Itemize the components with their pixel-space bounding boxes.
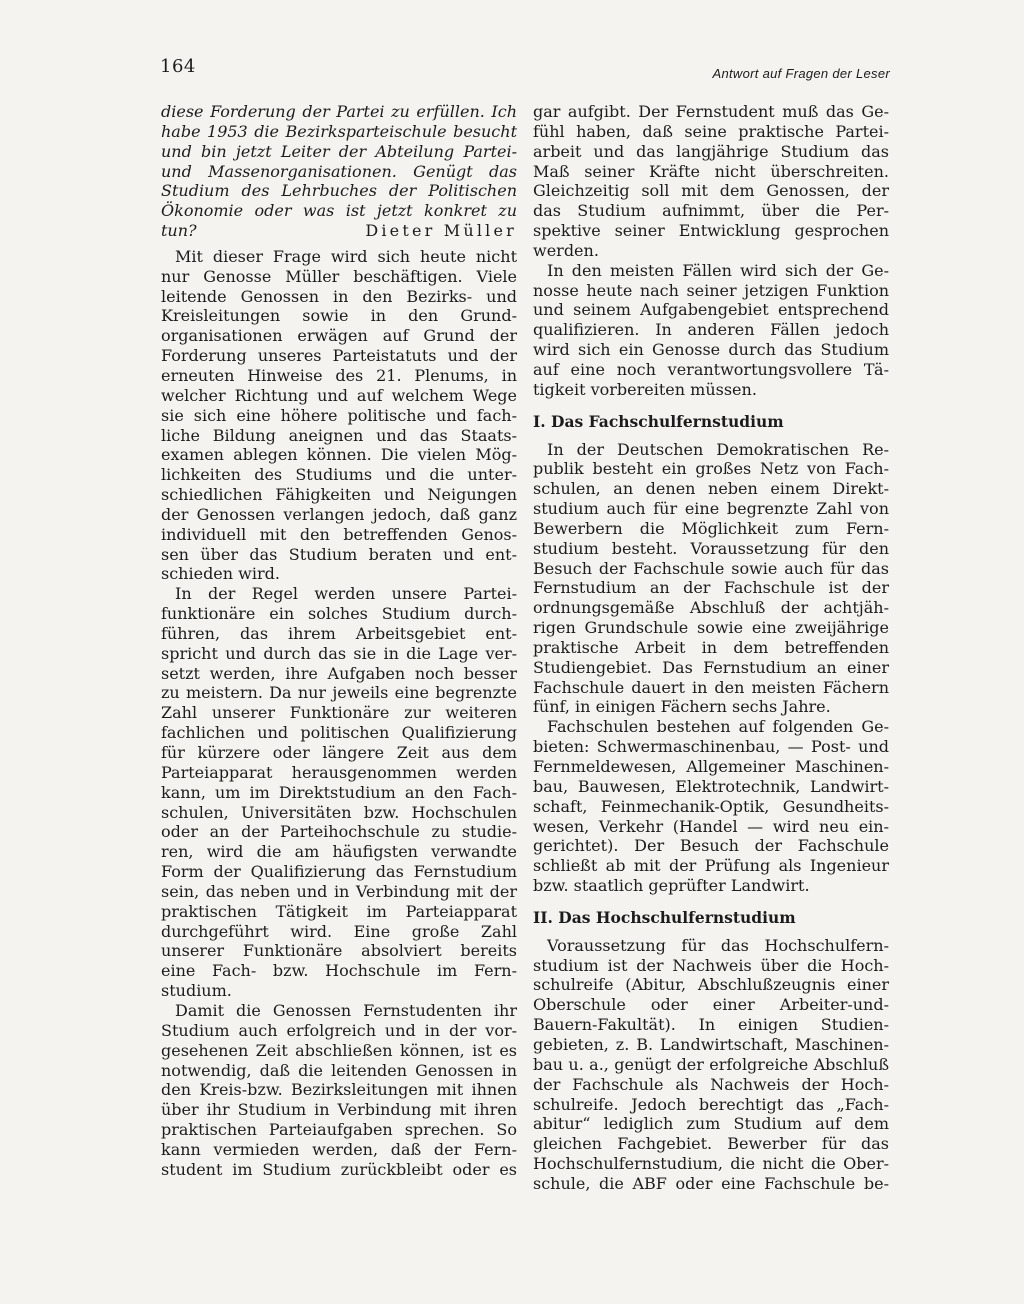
text-line: Maß seiner Kräfte nicht überschreiten. xyxy=(533,161,889,181)
text-line: funktionäre ein solches Studium durch- xyxy=(161,604,517,624)
text-line: liche Bildung aneignen und das Staats- xyxy=(161,425,517,445)
text-line: Fernstudium an der Fachschule ist der xyxy=(533,578,889,598)
text-line: abitur“ lediglich zum Studium auf dem xyxy=(533,1114,889,1134)
text-line: über ihr Studium in Verbindung mit ihren xyxy=(161,1100,517,1120)
text-line: ren, wird die am häufigsten verwandte xyxy=(161,842,517,862)
text-line: setzt werden, ihre Aufgaben noch besser xyxy=(161,663,517,683)
answer-paragraph xyxy=(533,936,889,1194)
text-line: führen, das ihrem Arbeitsgebiet ent- xyxy=(161,623,517,643)
text-line: individuell mit den betreffenden Genos- xyxy=(161,524,517,544)
text-line: Fachschule dauert in den meisten Fächern xyxy=(533,677,889,697)
text-line: Studium auch erfolgreich und in der vor- xyxy=(161,1020,517,1040)
text-line: sen über das Studium beraten und ent- xyxy=(161,544,517,564)
text-line: kann, um im Direktstudium an den Fach- xyxy=(161,782,517,802)
text-line: leitende Genossen in den Bezirks- und xyxy=(161,286,517,306)
text-line: das Studium aufnimmt, über die Per- xyxy=(533,201,889,221)
text-line: Parteiapparat herausgenommen werden xyxy=(161,762,517,782)
text-line: Oberschule oder einer Arbeiter-und- xyxy=(533,995,889,1015)
text-line: den Kreis-bzw. Bezirksleitungen mit ihnen xyxy=(161,1080,517,1100)
text-line: praktischen Parteiaufgaben sprechen. So xyxy=(161,1120,517,1140)
text-line: Zahl unserer Funktionäre zur weiteren xyxy=(161,703,517,723)
text-line: gerichtet). Der Besuch der Fachschule xyxy=(533,836,889,856)
text-line: habe 1953 die Bezirksparteischule besucht xyxy=(161,121,517,141)
text-line: Fernmeldewesen, Allgemeiner Maschinen- xyxy=(533,757,889,776)
text-line: nosse heute nach seiner jetzigen Funktion xyxy=(533,280,889,300)
text-line: schulen, an denen neben einem Direkt- xyxy=(533,479,889,499)
answer-paragraph xyxy=(533,440,889,718)
text-line: eine Fach- bzw. Hochschule im Fern- xyxy=(161,961,517,981)
text-line: und Massenorganisationen. Genügt das xyxy=(161,161,517,181)
text-line: der Fachschule als Nachweis der Hoch- xyxy=(533,1074,889,1094)
text-line: Forderung unseres Parteistatuts und der xyxy=(161,346,517,366)
text-line: schließt ab mit der Prüfung als Ingenieur xyxy=(533,856,889,876)
text-line: erneuten Hinweise des 21. Plenums, in xyxy=(161,365,517,385)
text-line: bau, Bauwesen, Elektrotechnik, Landwirt- xyxy=(533,776,889,796)
text-line: organisationen erwägen auf Grund der xyxy=(161,326,517,346)
text-line: schaft, Feinmechanik-Optik, Gesundheits- xyxy=(533,796,889,816)
text-line: Besuch der Fachschule sowie auch für das xyxy=(533,558,889,578)
text-line: Damit die Genossen Fernstudenten ihr xyxy=(175,1000,517,1020)
answer-paragraph xyxy=(161,1001,517,1180)
text-line: qualifizieren. In anderen Fällen jedoch xyxy=(533,320,889,340)
text-line: bau u. a., genügt der erfolgreiche Abschluß xyxy=(533,1054,889,1074)
text-line: spektive seiner Entwicklung gesprochen xyxy=(533,221,889,241)
text-line: studium. xyxy=(161,981,232,1001)
text-line: gebieten, z. B. Landwirtschaft, Maschinen- xyxy=(533,1034,889,1054)
text-line: werden. xyxy=(533,240,599,260)
text-line: und seinem Aufgabengebiet entsprechend xyxy=(533,300,889,320)
text-line: In der Regel werden unsere Partei- xyxy=(175,584,517,604)
text-line: publik besteht ein großes Netz von Fach- xyxy=(533,459,889,479)
text-line: oder an der Parteihochschule zu studie- xyxy=(161,822,517,842)
text-line: und bin jetzt Leiter der Abteilung Partei- xyxy=(161,141,517,161)
text-line: student im Studium zurückbleibt oder es xyxy=(161,1159,517,1179)
text-line: praktische Arbeit in dem betreffenden xyxy=(533,637,889,657)
text-line: notwendig, daß die leitenden Genossen in xyxy=(161,1060,517,1080)
text-line: rigen Grundschule sowie eine zweijährige xyxy=(533,618,889,638)
text-line: bzw. staatlich geprüfter Landwirt. xyxy=(533,876,810,896)
left-column xyxy=(161,102,517,1180)
text-line: Form der Qualifizierung das Fernstudium xyxy=(161,862,517,882)
text-line: gar aufgibt. Der Fernstudent muß das Ge- xyxy=(533,102,889,121)
text-line: fünf, in einigen Fächern sechs Jahre. xyxy=(533,697,831,717)
right-column xyxy=(533,102,889,1194)
text-line: nur Genosse Müller beschäftigen. Viele xyxy=(161,266,517,286)
text-line: bieten: Schwermaschinenbau, — Post- und xyxy=(533,737,889,757)
text-line: Gleichzeitig soll mit dem Genossen, der xyxy=(533,181,889,201)
text-line: Studiengebiet. Das Fernstudium an einer xyxy=(533,657,889,677)
text-line: tigkeit vorbereiten müssen. xyxy=(533,379,757,399)
text-line: schulreife (Abitur, Abschlußzeugnis einer xyxy=(533,975,889,995)
text-line: Studium des Lehrbuches der Politischen xyxy=(161,181,517,201)
text-line: sein, das neben und in Verbindung mit der xyxy=(161,881,517,901)
text-line: schule, die ABF oder eine Fachschule be- xyxy=(533,1173,889,1193)
text-line: Fachschulen bestehen auf folgenden Ge- xyxy=(547,717,889,737)
text-line: Voraussetzung für das Hochschulfern- xyxy=(547,935,889,955)
text-line: schulreife. Jedoch berechtigt das „Fach- xyxy=(533,1094,889,1114)
text-line: examen ablegen können. Die vielen Mög- xyxy=(161,445,517,465)
text-line: durchgeführt wird. Eine große Zahl xyxy=(161,921,517,941)
text-line: diese Forderung der Partei zu erfüllen. Ich xyxy=(161,102,517,121)
text-line: kann vermieden werden, daß der Fern- xyxy=(161,1139,517,1159)
question-author: Dieter Müller xyxy=(365,221,517,241)
text-line: auf eine noch verantwortungsvollere Tä- xyxy=(533,359,889,379)
text-line: Kreisleitungen sowie in den Grund- xyxy=(161,306,517,326)
text-line: der Genossen verlangen jedoch, daß ganz xyxy=(161,504,517,524)
text-line: tun? xyxy=(161,221,197,241)
text-line: Bauern-Fakultät). In einigen Studien- xyxy=(533,1015,889,1035)
text-line: studium auch für eine begrenzte Zahl von xyxy=(533,499,889,519)
answer-paragraph xyxy=(161,584,517,1001)
text-line: studium ist der Nachweis über die Hoch- xyxy=(533,955,889,975)
text-line: schulen, Universitäten bzw. Hochschulen xyxy=(161,802,517,822)
text-line: schiedlichen Fähigkeiten und Neigungen xyxy=(161,485,517,505)
section-heading-fachschule: I. Das Fachschulfernstudium xyxy=(533,411,784,431)
page-number: 164 xyxy=(160,56,196,77)
answer-paragraph xyxy=(161,247,517,584)
running-head: Antwort auf Fragen der Leser xyxy=(712,66,890,81)
text-line: zu meistern. Da nur jeweils eine begrenzte xyxy=(161,683,517,703)
answer-paragraph xyxy=(533,102,889,261)
reader-question xyxy=(161,102,517,241)
text-line: wird sich ein Genosse durch das Studium xyxy=(533,340,889,360)
text-line: für kürzere oder längere Zeit aus dem xyxy=(161,743,517,762)
text-line: wesen, Verkehr (Handel — wird neu ein- xyxy=(533,816,889,836)
text-line: Ökonomie oder was ist jetzt konkret zu xyxy=(161,201,517,221)
text-line: fühl haben, daß seine praktische Partei- xyxy=(533,121,889,141)
text-line: sie sich eine höhere politische und fach- xyxy=(161,405,517,425)
text-line: arbeit und das langjährige Studium das xyxy=(533,141,889,161)
text-line: spricht und durch das sie in die Lage ver- xyxy=(161,643,517,663)
text-line: lichkeiten des Studiums und die unter- xyxy=(161,465,517,485)
text-line: ordnungsgemäße Abschluß der achtjäh- xyxy=(533,598,889,618)
text-line: welcher Richtung und auf welchem Wege xyxy=(161,385,517,405)
text-line: In der Deutschen Demokratischen Re- xyxy=(547,439,889,459)
text-line: unserer Funktionäre absolviert bereits xyxy=(161,941,517,961)
text-line: Mit dieser Frage wird sich heute nicht xyxy=(175,246,517,266)
answer-paragraph xyxy=(533,717,889,896)
text-line: Bewerbern die Möglichkeit zum Fern- xyxy=(533,518,889,538)
text-line: gesehenen Zeit abschließen können, ist es xyxy=(161,1040,517,1060)
text-line: gleichen Fachgebiet. Bewerber für das xyxy=(533,1134,889,1154)
text-line: studium besteht. Voraussetzung für den xyxy=(533,538,889,558)
text-line: fachlichen und politischen Qualifizierung xyxy=(161,723,517,743)
text-line: praktischen Tätigkeit im Parteiapparat xyxy=(161,901,517,921)
text-line: Hochschulfernstudium, die nicht die Ober- xyxy=(533,1154,889,1174)
text-line: schieden wird. xyxy=(161,564,280,584)
text-line: In den meisten Fällen wird sich der Ge- xyxy=(547,260,889,280)
answer-paragraph xyxy=(533,261,889,400)
section-heading-hochschule: II. Das Hochschulfernstudium xyxy=(533,907,796,927)
